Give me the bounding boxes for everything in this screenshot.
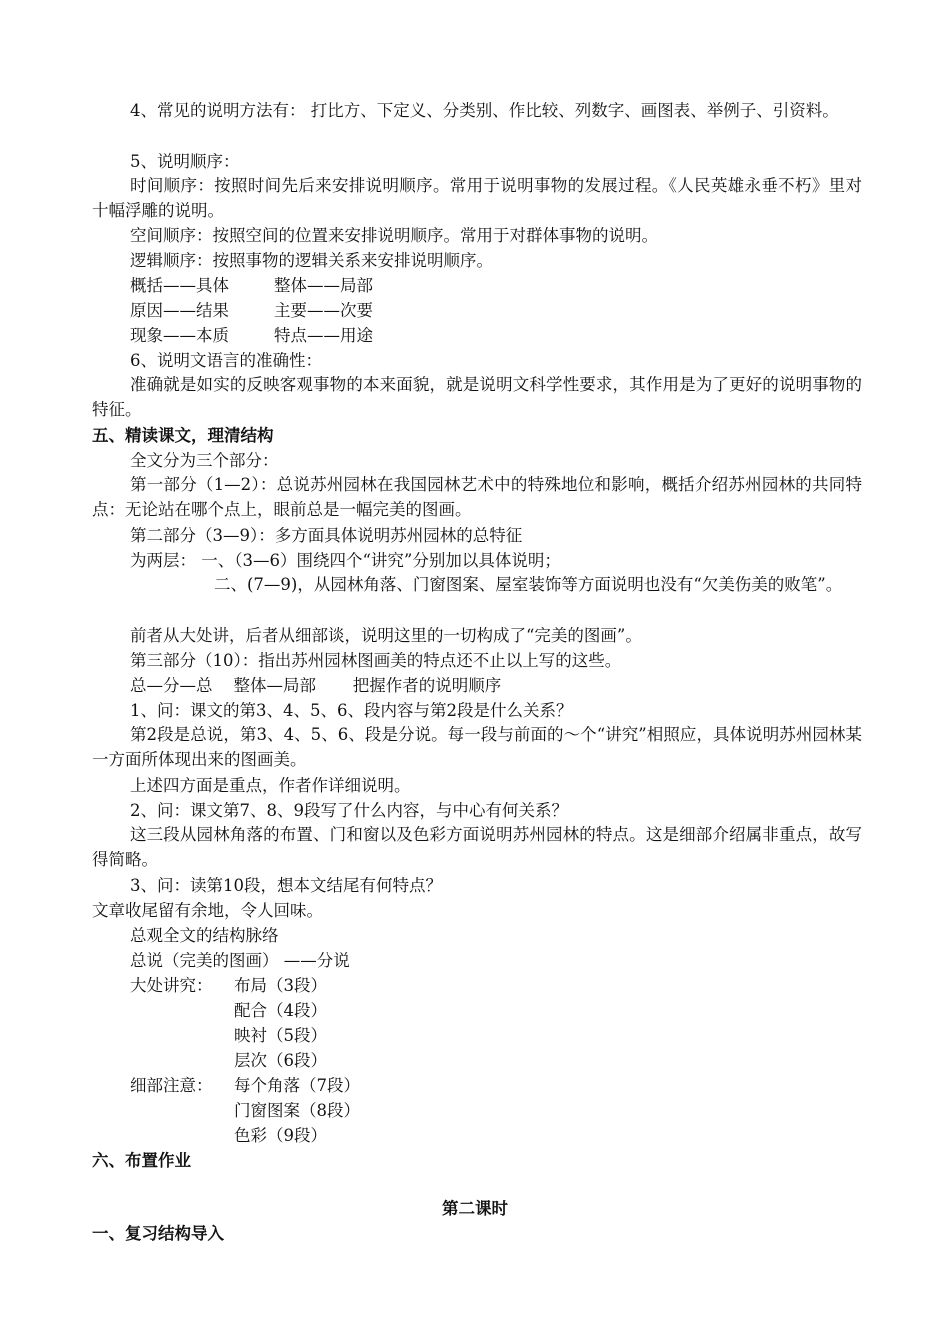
big-picture-label: 大处讲究： (130, 976, 213, 995)
three-parts-line: 全文分为三个部分： (130, 451, 279, 470)
detail-item-windows: 门窗图案（8段） (234, 1101, 360, 1120)
part-three-line: 第三部分（10）：指出苏州园林图画美的特点还不止以上写的这些。 (130, 651, 622, 670)
big-item-layout: 布局（3段） (234, 976, 327, 995)
two-layers-line: 为两层： 一、（3—6）围绕四个“讲究”分别加以具体说明； (130, 551, 561, 570)
review-heading: 一、复习结构导入 (92, 1224, 224, 1243)
space-order-line: 空间顺序：按照空间的位置来安排说明顺序。常用于对群体事物的说明。 (130, 226, 658, 245)
answer-one-note: 上述四方面是重点，作者作详细说明。 (130, 776, 411, 795)
order-heading: 5、说明顺序： (130, 152, 240, 171)
time-order-paragraph: 时间顺序：按照时间先后来安排说明顺序。常用于说明事物的发展过程。《人民英雄永垂不朽》里对十幅浮雕的说明。 (92, 176, 862, 220)
overview-line: 总观全文的结构脉络 (130, 926, 279, 945)
layer-two-paragraph: 二、(7—9)，从园林角落、门窗图案、屋室装饰等方面说明也没有“欠美伤美的败笔”。 (214, 575, 843, 594)
big-item-coordination: 配合（4段） (234, 1001, 327, 1020)
accuracy-paragraph: 准确就是如实的反映客观事物的本来面貌，就是说明文科学性要求，其作用是为了更好的说明事物的特征。 (92, 375, 862, 419)
logic-order-line: 逻辑顺序：按照事物的逻辑关系来安排说明顺序。 (130, 251, 493, 270)
section-six-heading: 六、布置作业 (92, 1151, 191, 1170)
pair-general-specific: 概括——具体 (130, 276, 229, 295)
accuracy-heading: 6、说明文语言的准确性： (130, 351, 322, 370)
detail-item-colors: 色彩（9段） (234, 1126, 327, 1145)
former-later-line: 前者从大处讲，后者从细部谈，说明这里的一切构成了“完美的图画”。 (130, 626, 642, 645)
section-five-heading: 五、精读课文，理清结构 (92, 426, 274, 445)
general-line: 总说（完美的图画） ——分说 (130, 951, 350, 970)
question-three: 3、问：读第10段，想本文结尾有何特点？ (130, 876, 442, 895)
methods-paragraph: 4、常见的说明方法有： 打比方、下定义、分类别、作比较、列数字、画图表、举例子、引资料。 (130, 101, 839, 120)
pair-whole-part: 整体——局部 (274, 276, 373, 295)
question-one: 1、问：课文的第3、4、5、6、段内容与第2段是什么关系？ (130, 701, 573, 720)
lesson-two-title: 第二课时 (442, 1199, 508, 1218)
pair-cause-effect: 原因——结果 (130, 301, 229, 320)
order-summary-line: 总—分—总 整体—局部 把握作者的说明顺序 (130, 676, 502, 695)
detail-label: 细部注意： (130, 1076, 213, 1095)
detail-item-corners: 每个角落（7段） (234, 1076, 360, 1095)
pair-phenomenon-essence: 现象——本质 (130, 326, 229, 345)
big-item-contrast: 映衬（5段） (234, 1026, 327, 1045)
pair-main-secondary: 主要——次要 (274, 301, 373, 320)
pair-feature-use: 特点——用途 (274, 326, 373, 345)
question-two: 2、问：课文第7、8、9段写了什么内容，与中心有何关系？ (130, 801, 568, 820)
part-two-line: 第二部分（3—9）：多方面具体说明苏州园林的总特征 (130, 526, 523, 545)
big-item-layers: 层次（6段） (234, 1051, 327, 1070)
answer-two-paragraph: 这三段从园林角落的布置、门和窗以及色彩方面说明苏州园林的特点。这是细部介绍属非重点，故写得简略。 (92, 825, 862, 869)
answer-three: 文章收尾留有余地，令人回味。 (92, 901, 323, 920)
answer-one-paragraph: 第2段是总说，第3、4、5、6、段是分说。每一段与前面的～个“讲究”相照应，具体说明苏州园林某一方面所体现出来的图画美。 (92, 725, 862, 769)
part-one-paragraph: 第一部分（1—2）：总说苏州园林在我国园林艺术中的特殊地位和影响，概括介绍苏州园林的共同特点：无论站在哪个点上，眼前总是一幅完美的图画。 (92, 475, 862, 519)
